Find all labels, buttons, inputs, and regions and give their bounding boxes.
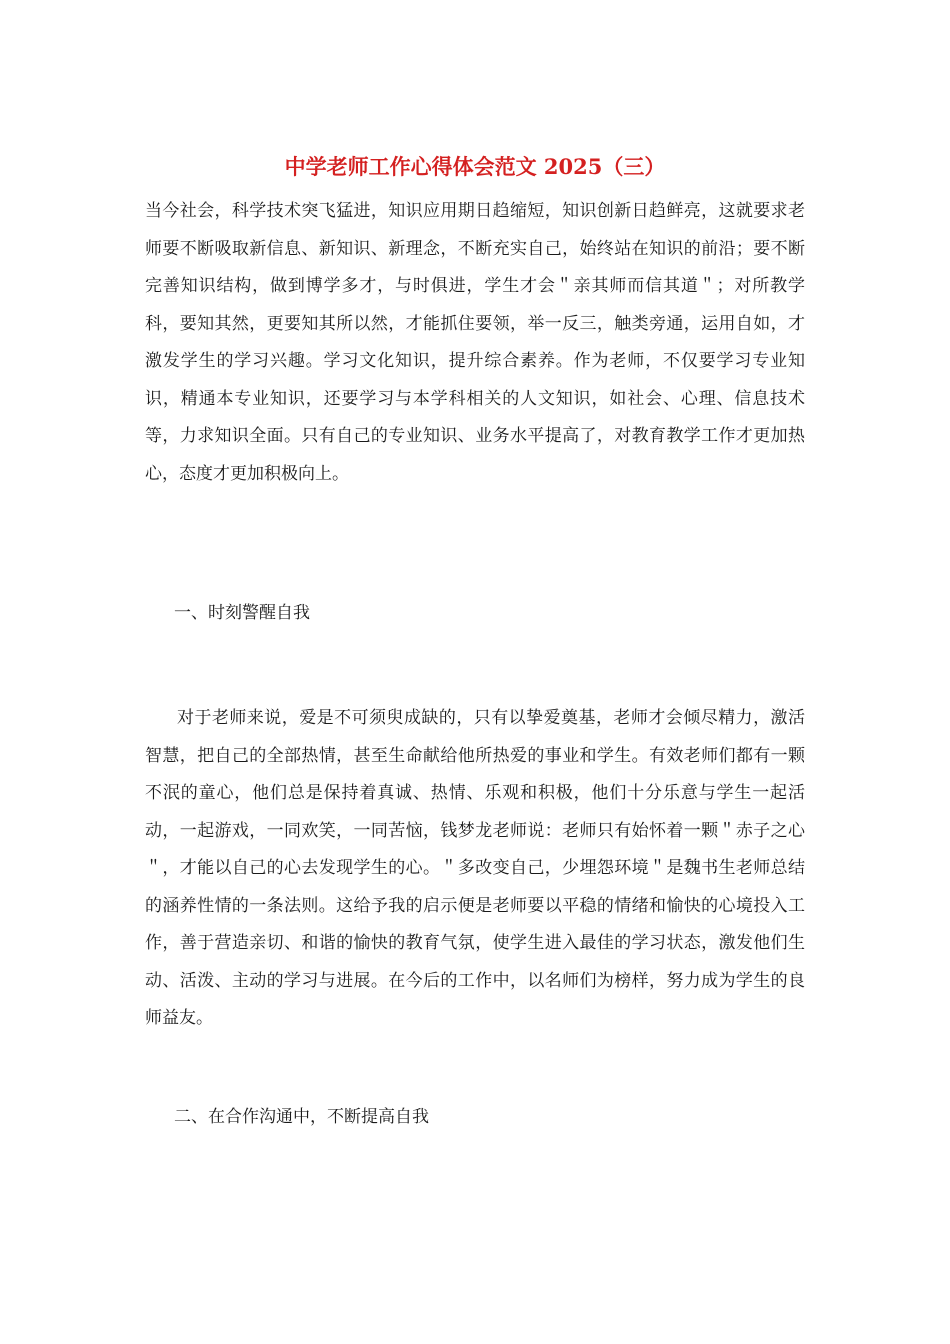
section-paragraph-1: 对于老师来说，爱是不可须臾成缺的，只有以挚爱奠基，老师才会倾尽精力，激活智慧，把自己的全部热情，甚至生命献给他所热爱的事业和学生。有效老师们都有一颗不泯的童心，他们总是保持着真诚、热情、乐观和积极，他们十分乐意与学生一起活动，一起游戏，一同欢笑，一同苦恼，钱梦龙老师说：老师只有始怀着一颗＂赤子之心＂，才能以自己的心去发现学生的心。＂多改变自己，少埋怨环境＂是魏书生老师总结的涵养性情的一条法则。这给予我的启示便是老师要以平稳的情绪和愉快的心境投入工作，善于营造亲切、和谐的愉快的教育气氛，使学生进入最佳的学习状态，激发他们生动、活泼、主动的学习与进展。在今后的工作中，以名师们为榜样，努力成为学生的良师益友。 — [145, 708, 805, 1028]
section-heading-2: 二、在合作沟通中，不断提高自我 — [174, 1107, 429, 1127]
document-title: 中学老师工作心得体会范文 2025（三） — [284, 154, 666, 179]
section-heading-1: 一、时刻警醒自我 — [174, 603, 310, 623]
intro-paragraph: 当今社会，科学技术突飞猛进，知识应用期日趋缩短，知识创新日趋鲜亮，这就要求老师要不断吸取新信息、新知识、新理念，不断充实自己，始终站在知识的前沿；要不断完善知识结构，做到博学多才，与时俱进，学生才会＂亲其师而信其道＂；对所教学科，要知其然，更要知其所以然，才能抓住要领，举一反三，触类旁通，运用自如，才激发学生的学习兴趣。学习文化知识，提升综合素养。作为老师，不仅要学习专业知识，精通本专业知识，还要学习与本学科相关的人文知识，如社会、心理、信息技术等，力求知识全面。只有自己的专业知识、业务水平提高了，对教育教学工作才更加热心，态度才更加积极向上。 — [145, 201, 805, 484]
